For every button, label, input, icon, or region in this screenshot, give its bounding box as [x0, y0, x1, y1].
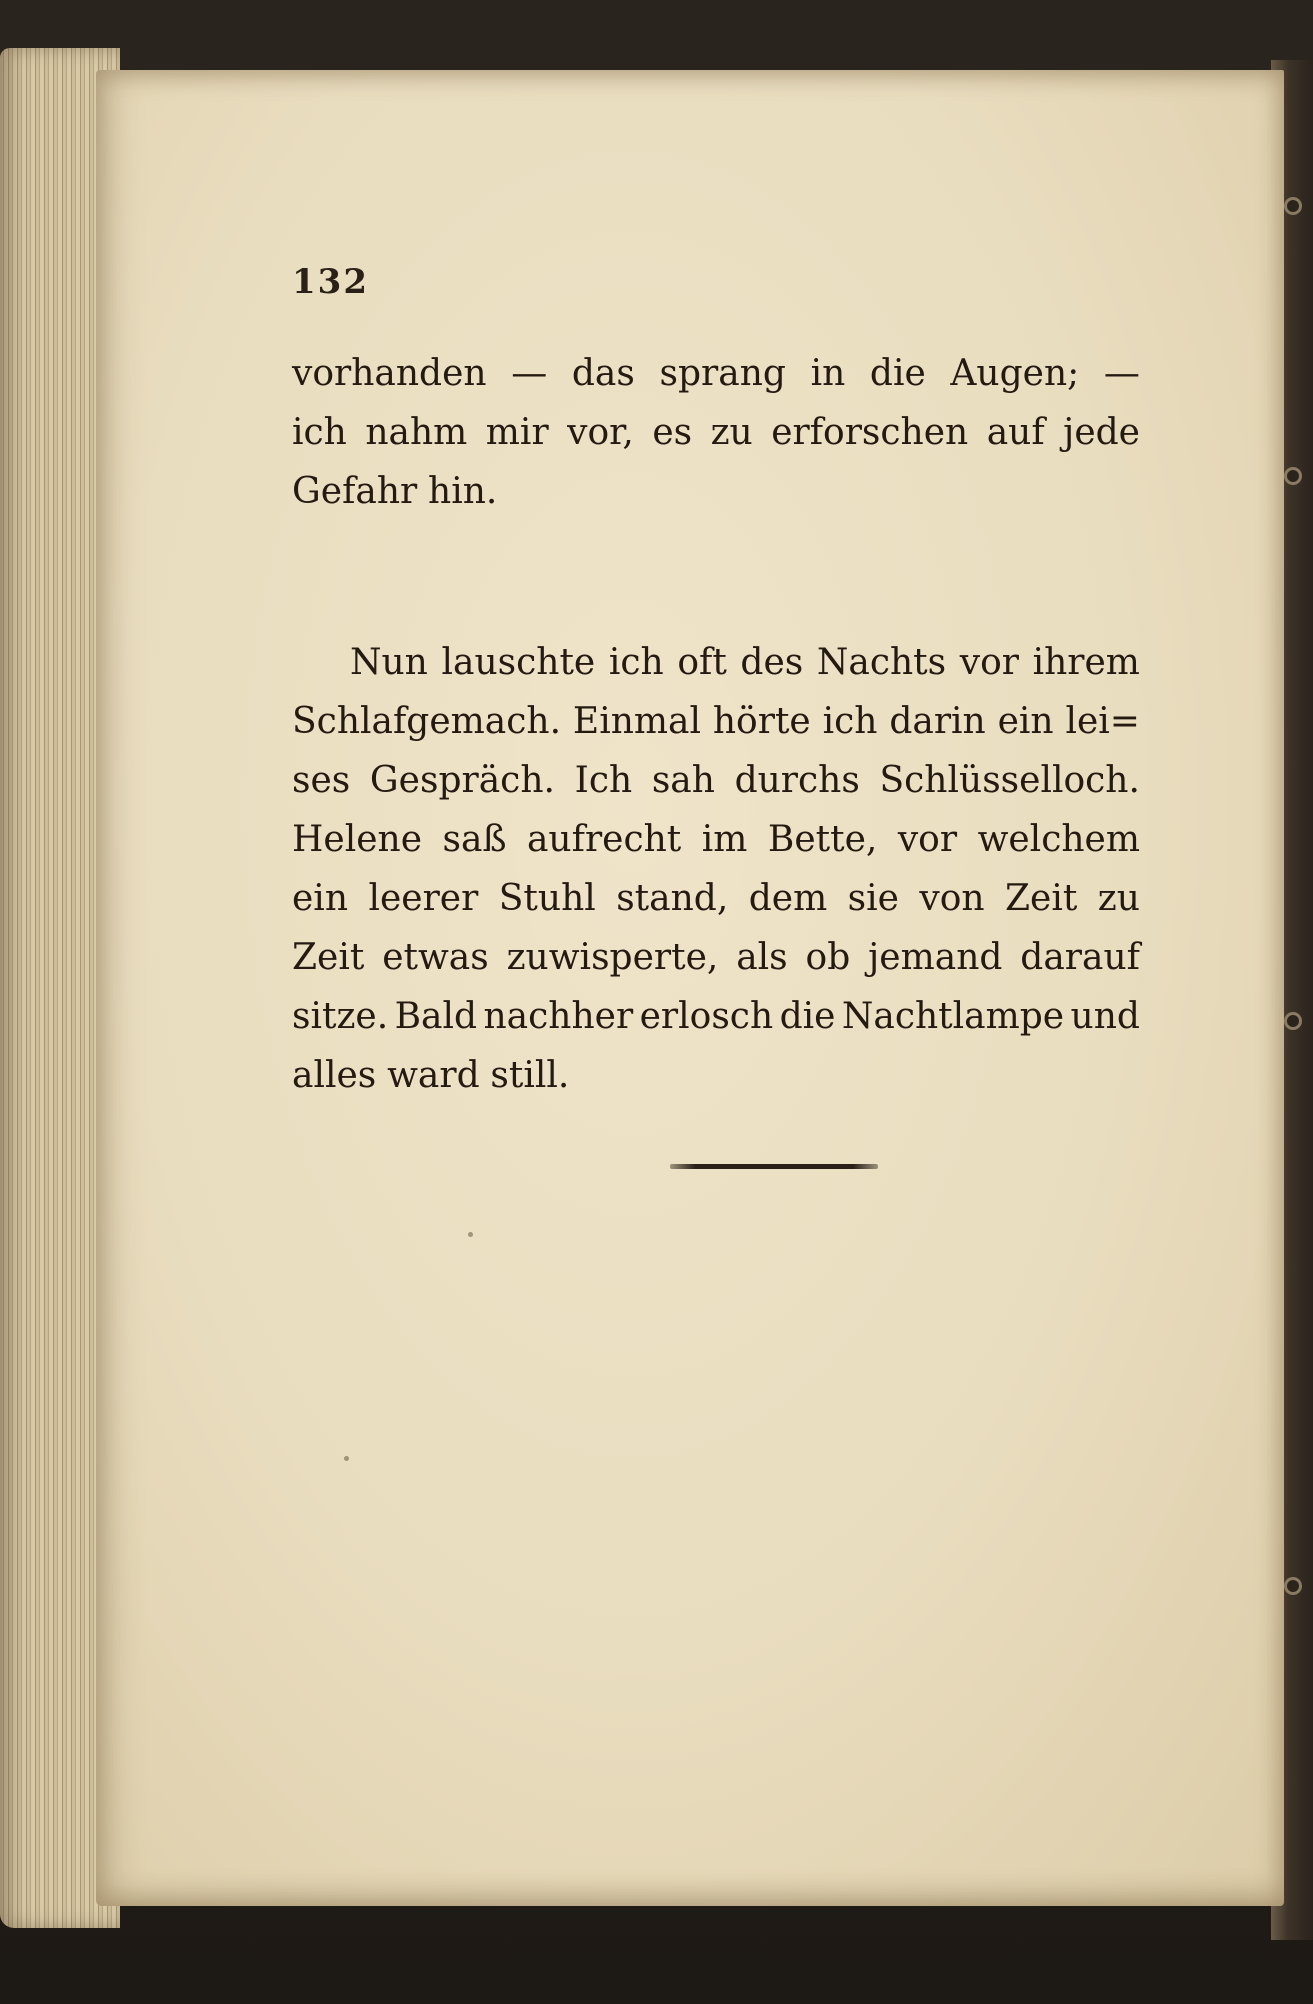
- word: Zeit: [1005, 878, 1078, 919]
- text-line: [292, 987, 1140, 1046]
- word: zuwisperte,: [506, 937, 719, 978]
- text-line: [292, 692, 1140, 751]
- word: vor: [959, 642, 1019, 683]
- word: von: [919, 878, 985, 919]
- word: hörte: [712, 701, 811, 742]
- word: leerer: [368, 878, 479, 919]
- word: etwas: [382, 937, 489, 978]
- word: sitze.: [292, 996, 389, 1037]
- word: mir: [485, 412, 549, 453]
- word: das: [571, 353, 635, 394]
- word: ob: [805, 937, 851, 978]
- word: welchem: [977, 819, 1140, 860]
- word: ein: [997, 701, 1054, 742]
- section-divider-rule: [670, 1164, 878, 1169]
- word: als: [736, 937, 788, 978]
- word: darin: [889, 701, 986, 742]
- word: stand,: [616, 878, 729, 919]
- word: ich: [822, 701, 878, 742]
- paper-speck: [344, 1456, 349, 1461]
- word: vorhanden: [292, 353, 487, 394]
- word: ich: [608, 642, 664, 683]
- word: saß: [442, 819, 507, 860]
- word: sah: [651, 760, 715, 801]
- text-line: [292, 403, 1140, 462]
- word: in: [810, 353, 846, 394]
- word: nachher: [483, 996, 634, 1037]
- word: oft: [677, 642, 727, 683]
- word: sprang: [659, 353, 786, 394]
- word: vor,: [567, 412, 634, 453]
- word: Ich: [574, 760, 633, 801]
- word: es: [652, 412, 693, 453]
- word: ses: [292, 760, 351, 801]
- cover-nail-icon: [1287, 200, 1299, 212]
- word: ihrem: [1032, 642, 1140, 683]
- word: ich: [292, 412, 347, 453]
- paper-speck: [468, 1232, 473, 1237]
- word: Helene: [292, 819, 423, 860]
- word: Schlafgemach.: [292, 701, 562, 742]
- word: im: [701, 819, 748, 860]
- text-line: [292, 869, 1140, 928]
- cover-nail-icon: [1287, 1580, 1299, 1592]
- text-line: [292, 810, 1140, 869]
- word: —: [1103, 353, 1140, 394]
- word: lauschte: [441, 642, 596, 683]
- word: jede: [1063, 412, 1140, 453]
- word: durchs: [734, 760, 860, 801]
- word: dem: [748, 878, 828, 919]
- word: Nachts: [816, 642, 947, 683]
- word: ward: [387, 1055, 480, 1096]
- word: vor: [897, 819, 958, 860]
- word: jemand: [868, 937, 1003, 978]
- word: erlosch: [639, 996, 774, 1037]
- word: aufrecht: [526, 819, 682, 860]
- word: ein: [292, 878, 349, 919]
- text-line: [292, 462, 1140, 521]
- text-line: [292, 1046, 1140, 1105]
- word: zu: [710, 412, 753, 453]
- word: Bald: [394, 996, 478, 1037]
- word: die: [869, 353, 926, 394]
- paragraph-gap: [292, 521, 1140, 633]
- text-line: [292, 751, 1140, 810]
- text-line: [292, 928, 1140, 987]
- word: Einmal: [572, 701, 702, 742]
- page-number: 132: [292, 262, 369, 302]
- word: Schlüsselloch.: [879, 760, 1140, 801]
- word: Stuhl: [498, 878, 596, 919]
- word: erforschen: [771, 412, 969, 453]
- word: nahm: [365, 412, 468, 453]
- word: zu: [1097, 878, 1140, 919]
- word: darauf: [1020, 937, 1140, 978]
- text-line: [292, 633, 1140, 692]
- word: lei=: [1065, 701, 1140, 742]
- word: des: [740, 642, 804, 683]
- text-line: [292, 344, 1140, 403]
- body-text: [292, 344, 1140, 1105]
- word: hin.: [428, 471, 498, 512]
- word: und: [1070, 996, 1140, 1037]
- word: sie: [847, 878, 899, 919]
- word: Bette,: [767, 819, 878, 860]
- word: Nun: [350, 642, 428, 683]
- word: Gespräch.: [369, 760, 555, 801]
- cover-nail-icon: [1287, 470, 1299, 482]
- word: Augen;: [950, 353, 1080, 394]
- cover-nail-icon: [1287, 1015, 1299, 1027]
- word: —: [511, 353, 548, 394]
- word: die: [779, 996, 836, 1037]
- word: still.: [490, 1055, 570, 1096]
- word: Nachtlampe: [841, 996, 1065, 1037]
- word: alles: [292, 1055, 377, 1096]
- word: Zeit: [292, 937, 365, 978]
- word: Gefahr: [292, 471, 418, 512]
- word: auf: [986, 412, 1045, 453]
